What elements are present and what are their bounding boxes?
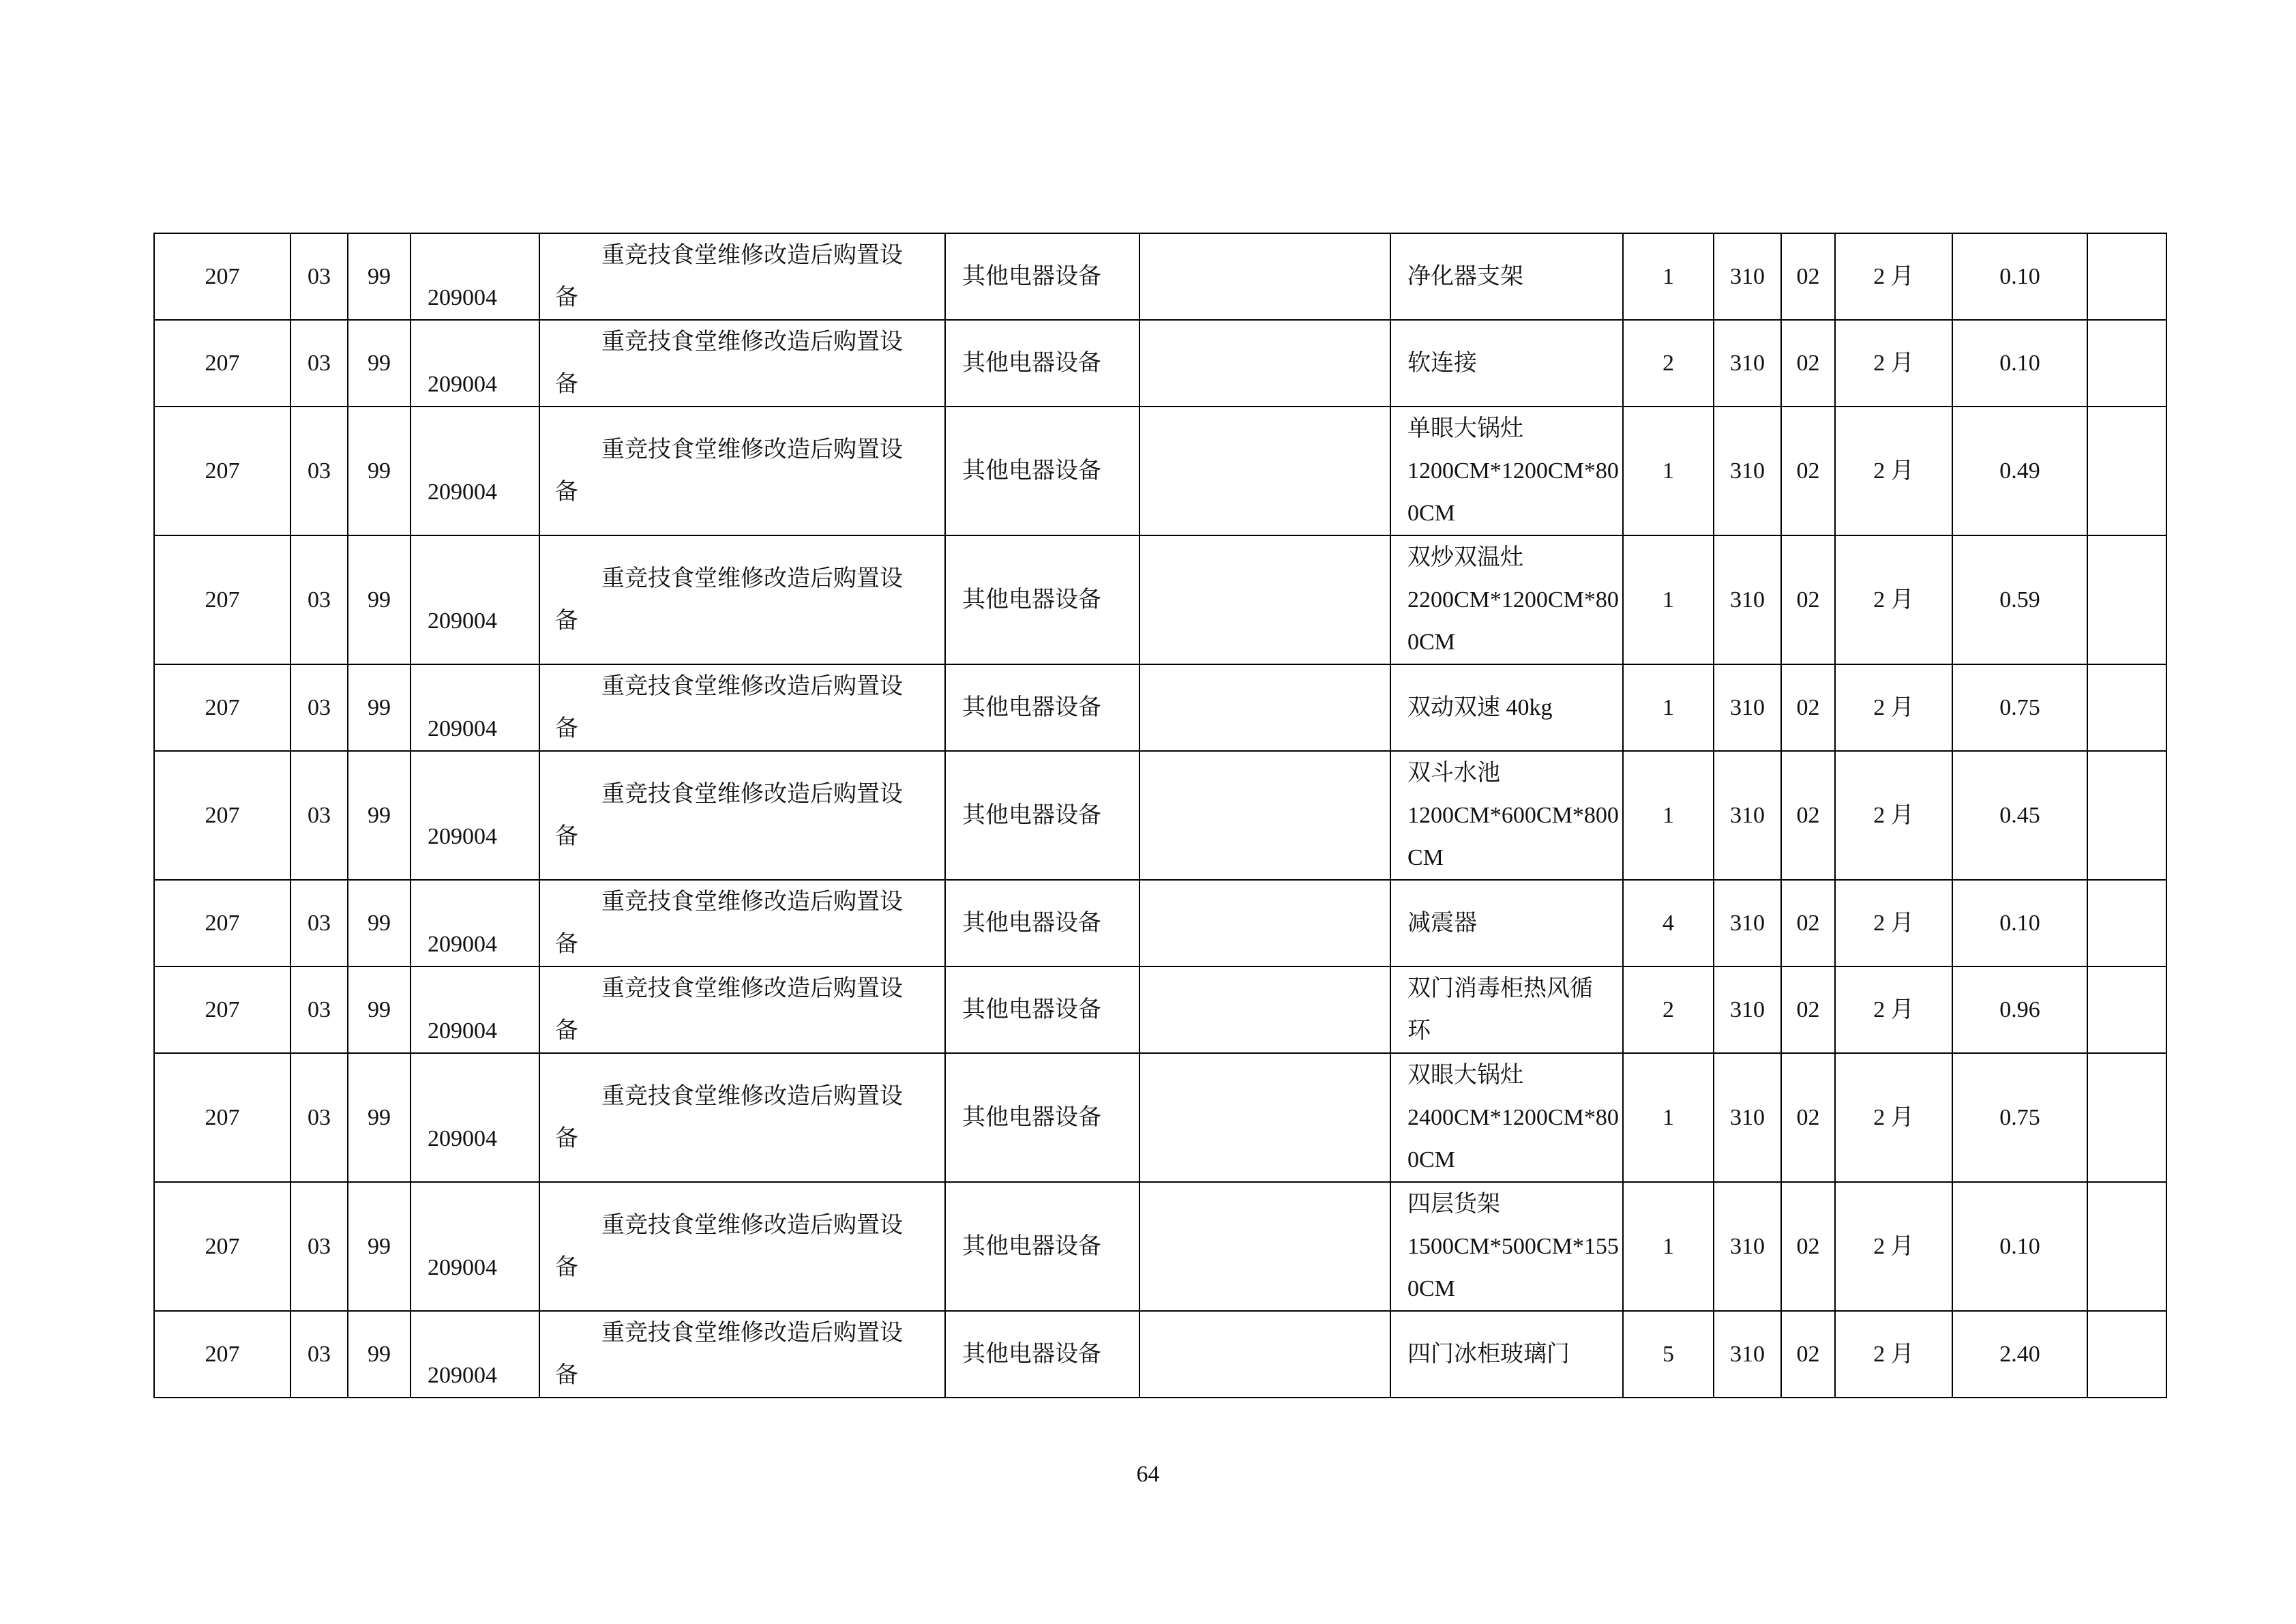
cell-item-name: 双斗水池 1200CM*600CM*800 CM: [1390, 751, 1623, 880]
cell-month: 2 月: [1835, 407, 1952, 535]
cell-code-b: 03: [290, 880, 348, 966]
budget-table: [153, 233, 2167, 1398]
cell-econ-code: 310: [1714, 233, 1781, 320]
cell-project: 重竞技食堂维修改造后购置设 备: [539, 407, 945, 535]
cell-item-name: 单眼大锅灶 1200CM*1200CM*80 0CM: [1390, 407, 1623, 535]
cell-note: [2087, 751, 2166, 880]
cell-code-a: 207: [154, 1311, 290, 1398]
cell-code-c: 99: [348, 535, 411, 664]
cell-code-a: 207: [154, 233, 290, 320]
cell-code-c: 99: [348, 1311, 411, 1398]
cell-category: 其他电器设备: [945, 880, 1139, 966]
cell-unit-code: 209004: [411, 880, 539, 966]
cell-unit-code: 209004: [411, 535, 539, 664]
cell-item-name: 双眼大锅灶 2400CM*1200CM*80 0CM: [1390, 1053, 1623, 1182]
cell-unit-code: 209004: [411, 966, 539, 1053]
cell-code-c: 99: [348, 233, 411, 320]
cell-quantity: 1: [1623, 751, 1714, 880]
cell-unit-code: 209004: [411, 407, 539, 535]
cell-code-c: 99: [348, 664, 411, 751]
cell-blank: [1139, 233, 1390, 320]
cell-month: 2 月: [1835, 664, 1952, 751]
table-body: [154, 233, 2166, 1398]
cell-unit-code: 209004: [411, 1182, 539, 1311]
cell-econ-sub: 02: [1781, 1182, 1835, 1311]
cell-month: 2 月: [1835, 320, 1952, 407]
cell-amount: 0.10: [1952, 880, 2087, 966]
cell-econ-code: 310: [1714, 1053, 1781, 1182]
cell-econ-sub: 02: [1781, 407, 1835, 535]
cell-blank: [1139, 320, 1390, 407]
cell-project: 重竞技食堂维修改造后购置设 备: [539, 880, 945, 966]
table-row: [154, 1053, 2166, 1182]
cell-code-b: 03: [290, 535, 348, 664]
cell-blank: [1139, 1311, 1390, 1398]
cell-quantity: 5: [1623, 1311, 1714, 1398]
cell-econ-code: 310: [1714, 880, 1781, 966]
cell-blank: [1139, 880, 1390, 966]
cell-month: 2 月: [1835, 1311, 1952, 1398]
cell-month: 2 月: [1835, 233, 1952, 320]
cell-econ-sub: 02: [1781, 320, 1835, 407]
cell-project: 重竞技食堂维修改造后购置设 备: [539, 1182, 945, 1311]
cell-note: [2087, 535, 2166, 664]
cell-item-name: 减震器: [1390, 880, 1623, 966]
cell-category: 其他电器设备: [945, 233, 1139, 320]
page-number: 64: [1136, 1462, 1160, 1487]
cell-month: 2 月: [1835, 1053, 1952, 1182]
cell-code-c: 99: [348, 320, 411, 407]
cell-code-b: 03: [290, 1182, 348, 1311]
cell-note: [2087, 1182, 2166, 1311]
table-row: [154, 1182, 2166, 1311]
cell-item-name: 双炒双温灶 2200CM*1200CM*80 0CM: [1390, 535, 1623, 664]
cell-quantity: 2: [1623, 320, 1714, 407]
table-row: [154, 966, 2166, 1053]
cell-item-name: 双动双速 40kg: [1390, 664, 1623, 751]
cell-project: 重竞技食堂维修改造后购置设 备: [539, 233, 945, 320]
cell-month: 2 月: [1835, 751, 1952, 880]
cell-month: 2 月: [1835, 966, 1952, 1053]
table-row: [154, 751, 2166, 880]
cell-code-b: 03: [290, 966, 348, 1053]
cell-econ-code: 310: [1714, 664, 1781, 751]
cell-note: [2087, 880, 2166, 966]
cell-code-c: 99: [348, 407, 411, 535]
cell-quantity: 1: [1623, 664, 1714, 751]
cell-code-a: 207: [154, 1182, 290, 1311]
cell-category: 其他电器设备: [945, 1053, 1139, 1182]
cell-item-name: 四层货架 1500CM*500CM*155 0CM: [1390, 1182, 1623, 1311]
cell-code-a: 207: [154, 880, 290, 966]
cell-category: 其他电器设备: [945, 1182, 1139, 1311]
cell-category: 其他电器设备: [945, 664, 1139, 751]
cell-econ-code: 310: [1714, 535, 1781, 664]
cell-quantity: 1: [1623, 233, 1714, 320]
cell-amount: 0.10: [1952, 233, 2087, 320]
cell-note: [2087, 320, 2166, 407]
cell-code-a: 207: [154, 664, 290, 751]
cell-note: [2087, 1053, 2166, 1182]
table-row: [154, 535, 2166, 664]
cell-project: 重竞技食堂维修改造后购置设 备: [539, 320, 945, 407]
cell-blank: [1139, 966, 1390, 1053]
table-row: [154, 664, 2166, 751]
cell-note: [2087, 1311, 2166, 1398]
cell-amount: 0.75: [1952, 664, 2087, 751]
cell-item-name: 四门冰柜玻璃门: [1390, 1311, 1623, 1398]
cell-econ-code: 310: [1714, 407, 1781, 535]
table-row: [154, 320, 2166, 407]
cell-amount: 0.10: [1952, 320, 2087, 407]
cell-code-c: 99: [348, 1053, 411, 1182]
cell-project: 重竞技食堂维修改造后购置设 备: [539, 966, 945, 1053]
cell-econ-sub: 02: [1781, 233, 1835, 320]
cell-quantity: 1: [1623, 407, 1714, 535]
cell-amount: 0.75: [1952, 1053, 2087, 1182]
cell-item-name: 双门消毒柜热风循 环: [1390, 966, 1623, 1053]
cell-category: 其他电器设备: [945, 1311, 1139, 1398]
cell-quantity: 1: [1623, 1053, 1714, 1182]
cell-project: 重竞技食堂维修改造后购置设 备: [539, 664, 945, 751]
cell-category: 其他电器设备: [945, 966, 1139, 1053]
cell-econ-sub: 02: [1781, 1311, 1835, 1398]
cell-code-b: 03: [290, 233, 348, 320]
cell-project: 重竞技食堂维修改造后购置设 备: [539, 751, 945, 880]
cell-code-b: 03: [290, 664, 348, 751]
cell-category: 其他电器设备: [945, 407, 1139, 535]
cell-code-a: 207: [154, 751, 290, 880]
cell-code-a: 207: [154, 407, 290, 535]
cell-month: 2 月: [1835, 535, 1952, 664]
cell-item-name: 净化器支架: [1390, 233, 1623, 320]
cell-amount: 0.10: [1952, 1182, 2087, 1311]
cell-blank: [1139, 751, 1390, 880]
cell-econ-code: 310: [1714, 320, 1781, 407]
cell-quantity: 4: [1623, 880, 1714, 966]
cell-econ-code: 310: [1714, 1311, 1781, 1398]
cell-amount: 0.96: [1952, 966, 2087, 1053]
cell-item-name: 软连接: [1390, 320, 1623, 407]
cell-code-b: 03: [290, 320, 348, 407]
cell-econ-sub: 02: [1781, 880, 1835, 966]
cell-code-a: 207: [154, 966, 290, 1053]
cell-blank: [1139, 1053, 1390, 1182]
cell-econ-sub: 02: [1781, 535, 1835, 664]
cell-econ-code: 310: [1714, 966, 1781, 1053]
cell-amount: 0.49: [1952, 407, 2087, 535]
cell-amount: 0.59: [1952, 535, 2087, 664]
cell-blank: [1139, 535, 1390, 664]
cell-month: 2 月: [1835, 1182, 1952, 1311]
cell-code-c: 99: [348, 966, 411, 1053]
cell-note: [2087, 966, 2166, 1053]
cell-code-b: 03: [290, 1053, 348, 1182]
cell-code-c: 99: [348, 880, 411, 966]
cell-quantity: 1: [1623, 1182, 1714, 1311]
cell-unit-code: 209004: [411, 664, 539, 751]
cell-category: 其他电器设备: [945, 535, 1139, 664]
cell-code-c: 99: [348, 751, 411, 880]
cell-econ-sub: 02: [1781, 751, 1835, 880]
table-row: [154, 1311, 2166, 1398]
cell-quantity: 2: [1623, 966, 1714, 1053]
cell-code-b: 03: [290, 751, 348, 880]
cell-month: 2 月: [1835, 880, 1952, 966]
cell-note: [2087, 407, 2166, 535]
cell-unit-code: 209004: [411, 1053, 539, 1182]
cell-amount: 0.45: [1952, 751, 2087, 880]
cell-blank: [1139, 407, 1390, 535]
cell-unit-code: 209004: [411, 1311, 539, 1398]
cell-project: 重竞技食堂维修改造后购置设 备: [539, 1053, 945, 1182]
cell-project: 重竞技食堂维修改造后购置设 备: [539, 535, 945, 664]
cell-blank: [1139, 1182, 1390, 1311]
cell-quantity: 1: [1623, 535, 1714, 664]
cell-blank: [1139, 664, 1390, 751]
cell-note: [2087, 233, 2166, 320]
cell-code-a: 207: [154, 1053, 290, 1182]
cell-category: 其他电器设备: [945, 320, 1139, 407]
cell-econ-sub: 02: [1781, 1053, 1835, 1182]
table-row: [154, 407, 2166, 535]
cell-code-b: 03: [290, 407, 348, 535]
cell-econ-sub: 02: [1781, 966, 1835, 1053]
cell-unit-code: 209004: [411, 233, 539, 320]
table-row: [154, 880, 2166, 966]
cell-project: 重竞技食堂维修改造后购置设 备: [539, 1311, 945, 1398]
cell-code-a: 207: [154, 535, 290, 664]
cell-econ-code: 310: [1714, 1182, 1781, 1311]
cell-amount: 2.40: [1952, 1311, 2087, 1398]
table-row: [154, 233, 2166, 320]
cell-category: 其他电器设备: [945, 751, 1139, 880]
cell-econ-sub: 02: [1781, 664, 1835, 751]
cell-code-c: 99: [348, 1182, 411, 1311]
cell-unit-code: 209004: [411, 751, 539, 880]
cell-unit-code: 209004: [411, 320, 539, 407]
cell-econ-code: 310: [1714, 751, 1781, 880]
cell-code-a: 207: [154, 320, 290, 407]
cell-code-b: 03: [290, 1311, 348, 1398]
cell-note: [2087, 664, 2166, 751]
